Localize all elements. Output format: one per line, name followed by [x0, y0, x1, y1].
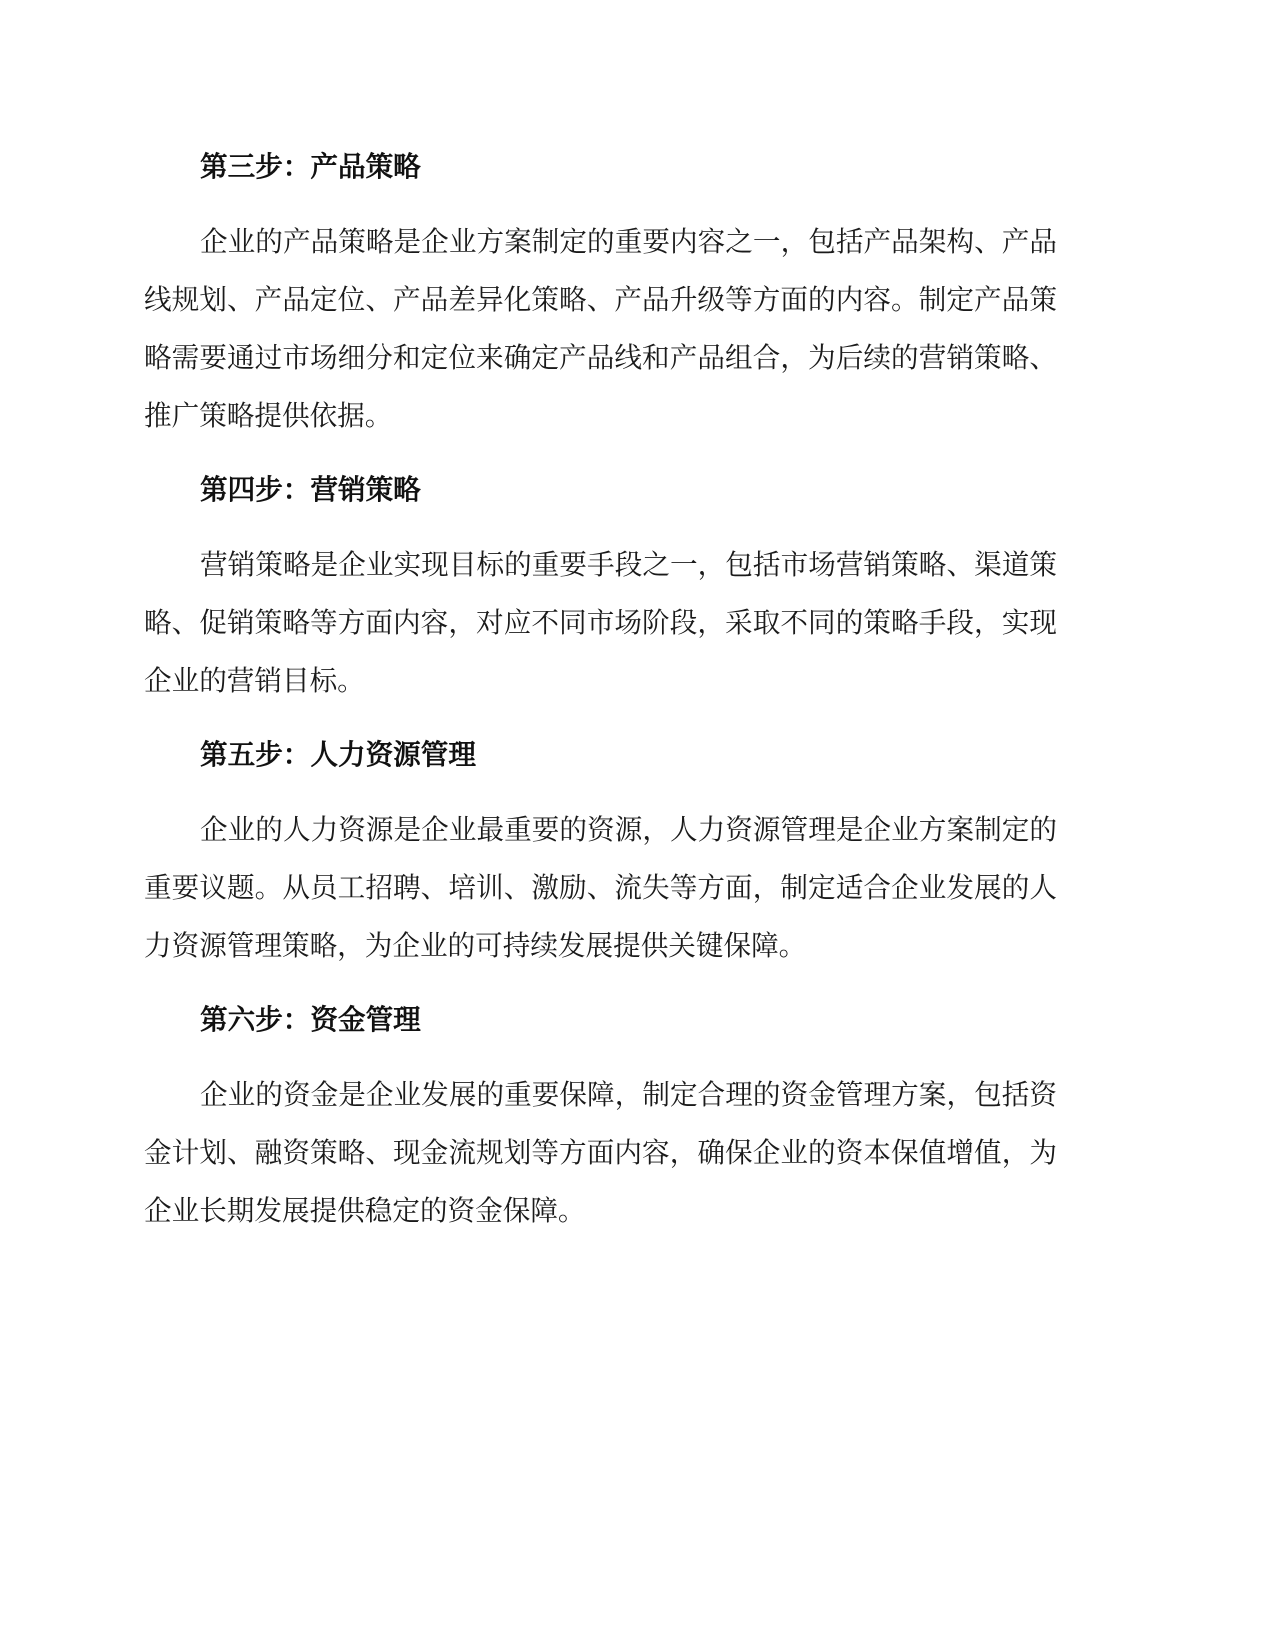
document-page: [144, 138, 1057, 1256]
heading-step-4: 第四步：营销策略: [200, 473, 421, 506]
heading-step-6: 第六步：资金管理: [200, 1003, 421, 1036]
paragraph-line: 略、促销策略等方面内容，对应不同市场阶段，采取不同的策略手段，实现: [144, 606, 1057, 639]
paragraph-line: 企业的产品策略是企业方案制定的重要内容之一，包括产品架构、产品: [200, 225, 1057, 258]
paragraph-product-strategy: [144, 213, 1057, 445]
paragraph-capital-management: [144, 1066, 1057, 1240]
heading-step-3: 第三步：产品策略: [200, 150, 421, 183]
paragraph-line: 企业的人力资源是企业最重要的资源，人力资源管理是企业方案制定的: [200, 813, 1057, 846]
paragraph-line: 企业的资金是企业发展的重要保障，制定合理的资金管理方案，包括资: [200, 1078, 1057, 1111]
paragraph-line: 营销策略是企业实现目标的重要手段之一，包括市场营销策略、渠道策: [200, 548, 1057, 581]
paragraph-line: 金计划、融资策略、现金流规划等方面内容，确保企业的资本保值增值，为: [144, 1136, 1057, 1169]
paragraph-human-resources: [144, 801, 1057, 975]
paragraph-line: 力资源管理策略，为企业的可持续发展提供关键保障。: [144, 929, 807, 962]
paragraph-line: 略需要通过市场细分和定位来确定产品线和产品组合，为后续的营销策略、: [144, 341, 1057, 374]
paragraph-line: 推广策略提供依据。: [144, 399, 393, 432]
paragraph-line: 企业的营销目标。: [144, 664, 365, 697]
paragraph-line: 企业长期发展提供稳定的资金保障。: [144, 1194, 586, 1227]
paragraph-line: 线规划、产品定位、产品差异化策略、产品升级等方面的内容。制定产品策: [144, 283, 1057, 316]
paragraph-line: 重要议题。从员工招聘、培训、激励、流失等方面，制定适合企业发展的人: [144, 871, 1057, 904]
heading-step-5: 第五步：人力资源管理: [200, 738, 476, 771]
paragraph-marketing-strategy: [144, 536, 1057, 710]
